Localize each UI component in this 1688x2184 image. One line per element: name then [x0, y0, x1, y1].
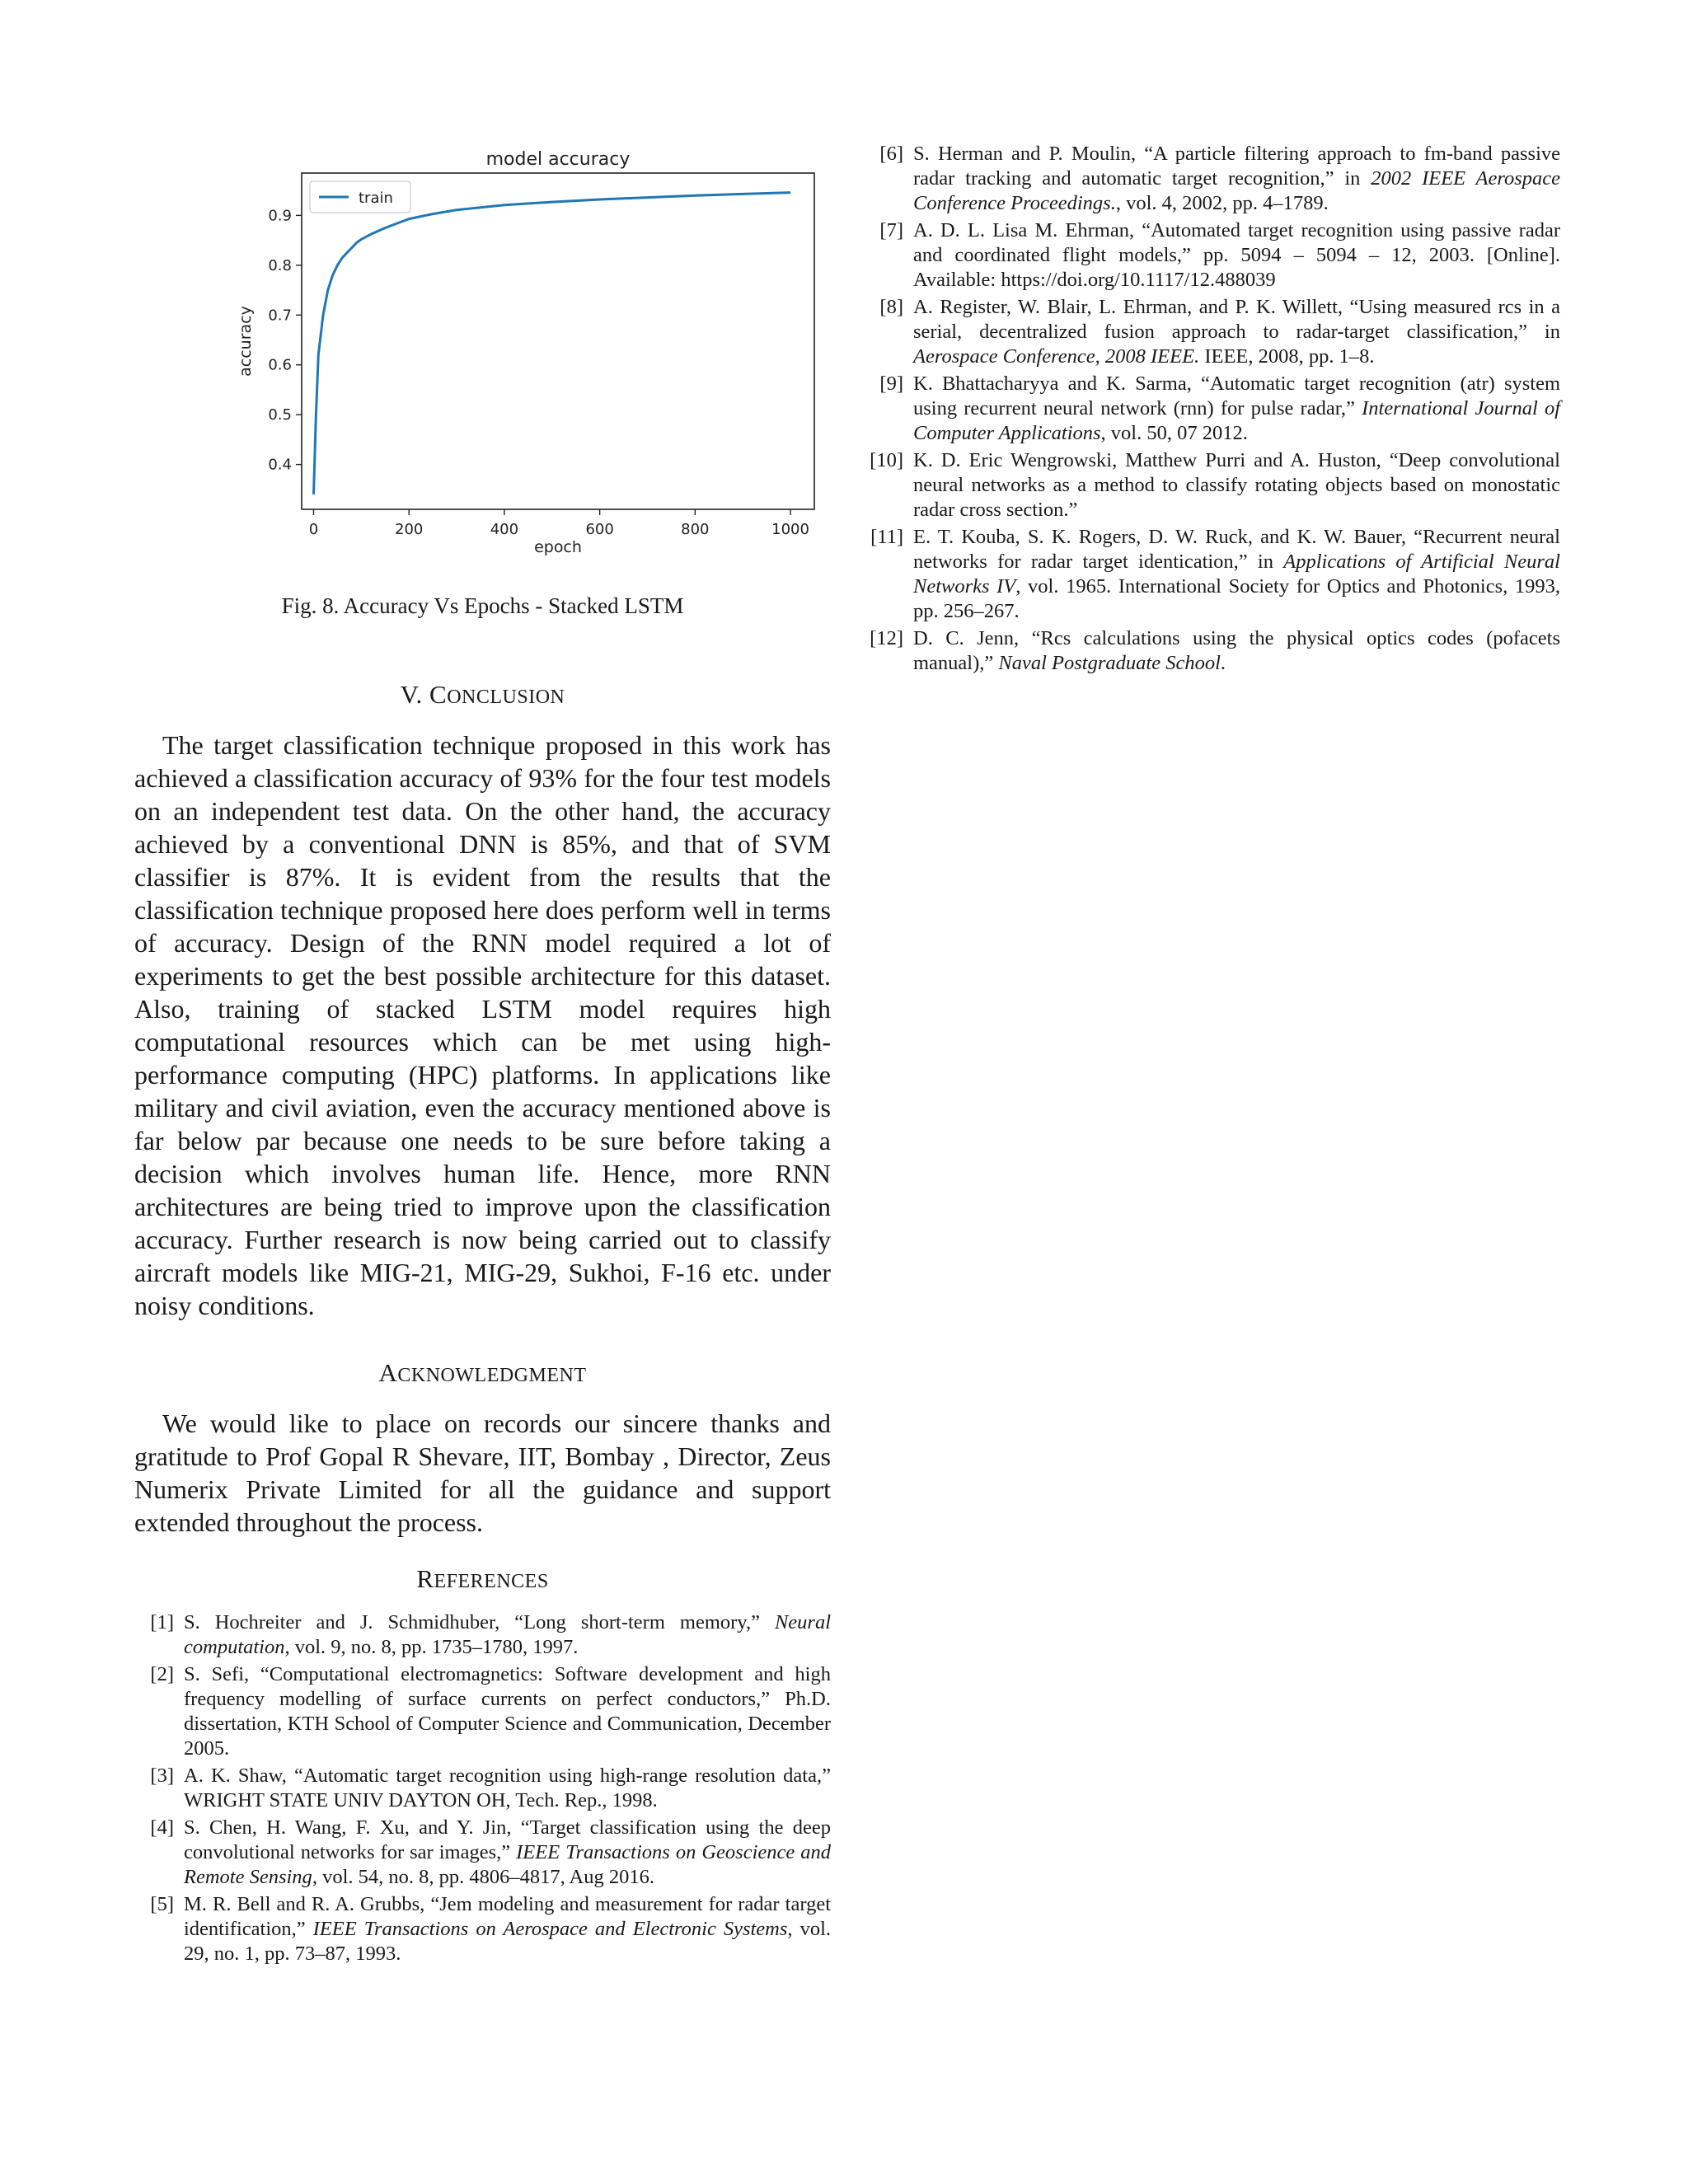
- reference-text: A. K. Shaw, “Automatic target recognition using high-range resolution data,” WRIGHT STATE UNIV DAYTON OH, Tech. Rep., 1998.: [184, 1765, 831, 1811]
- reference-number: [3]: [150, 1765, 174, 1787]
- reference-list-left: [134, 1610, 831, 1969]
- reference-number: [10]: [870, 449, 903, 471]
- reference-number: [5]: [150, 1893, 174, 1915]
- reference-item: [134, 1662, 831, 1761]
- acknowledgment-heading: [134, 1358, 831, 1388]
- reference-details: IEEE, 2008, pp. 1–8.: [1199, 345, 1375, 368]
- reference-item: [864, 448, 1560, 523]
- acknowledgment-paragraph: We would like to place on records our sincere thanks and gratitude to Prof Gopal R Shevare, IIT, Bombay , Director, Zeus Numerix Private Limited for all the guidance and support extended throughout the process.: [134, 1408, 831, 1537]
- reference-item: [864, 372, 1560, 446]
- x-tick-label: 0: [308, 521, 319, 538]
- reference-text: E. T. Kouba, S. K. Rogers, D. W. Ruck, and K. W. Bauer, “Recurrent neural networks for radar target identication,” in: [913, 526, 1560, 573]
- reference-item: [134, 1610, 831, 1660]
- reference-number: [6]: [879, 143, 903, 165]
- reference-item: [864, 218, 1560, 293]
- reference-number: [1]: [150, 1611, 174, 1633]
- references-heading-rest: EFERENCES: [434, 1571, 549, 1592]
- x-ticks: [309, 509, 809, 538]
- y-tick-label: 0.8: [268, 256, 292, 274]
- reference-details: , vol. 54, no. 8, pp. 4806–4817, Aug 2016.: [312, 1866, 654, 1888]
- reference-text: S. Hochreiter and J. Schmidhuber, “Long short-term memory,”: [184, 1611, 775, 1633]
- references-heading: [134, 1564, 831, 1594]
- reference-venue: International Journal of Computer Applications: [913, 397, 1560, 444]
- reference-text: A. Register, W. Blair, L. Ehrman, and P. K. Willett, “Using measured rcs in a serial, decentralized fusion approach to radar-target classification,” in: [913, 296, 1560, 343]
- reference-item: [864, 525, 1560, 624]
- x-axis-label: epoch: [534, 538, 582, 556]
- reference-item: [134, 1764, 831, 1813]
- conclusion-heading: [134, 680, 831, 710]
- reference-venue: IEEE Transactions on Geoscience and Remote Sensing: [184, 1841, 832, 1888]
- y-tick-label: 0.6: [268, 356, 292, 374]
- reference-text: K. D. Eric Wengrowski, Matthew Purri and A. Huston, “Deep convolutional neural networks as a method to classify rotating objects based on monostatic radar cross section.”: [913, 449, 1560, 521]
- reference-text: M. R. Bell and R. A. Grubbs, “Jem modeling and measurement for radar target identification,”: [184, 1893, 831, 1940]
- figure-8: [134, 132, 831, 626]
- reference-number: [8]: [879, 296, 903, 318]
- y-ticks: [268, 207, 302, 473]
- left-column: [134, 132, 832, 1965]
- y-tick-label: 0.4: [268, 456, 292, 474]
- acknowledgment-heading-first: A: [378, 1358, 398, 1387]
- x-tick-label: 1000: [771, 521, 809, 538]
- reference-venue: 2002 IEEE Aerospace Conference Proceedings.: [913, 167, 1560, 214]
- reference-number: [2]: [150, 1663, 174, 1685]
- conclusion-paragraph: The target classification technique proposed in this work has achieved a classification accuracy of 93% for the four test models on an independent test data. On the other hand, the accuracy achieved by a conventional DNN is 85%, and that of SVM classifier is 87%. It is evident from the results that the classification technique proposed here does perform well in terms of accuracy. Design of the RNN model required a lot of experiments to get the best possible architecture for this dataset. Also, training of stacked LSTM model requires high computational resources which can be met using high-performance computing (HPC) platforms. In applications like military and civil aviation, even the accuracy mentioned above is far below par because one needs to be sure before taking a decision which involves human life. Hence, more RNN architectures are being tried to improve upon the classification accuracy. Further research is now being carried out to classify aircraft models like MIG-21, MIG-29, Sukhoi, F-16 etc. under noisy conditions.: [134, 730, 831, 1320]
- reference-details: .: [1220, 652, 1226, 674]
- conclusion-heading-first: C: [429, 680, 448, 709]
- reference-details: , vol. 9, no. 8, pp. 1735–1780, 1997.: [284, 1636, 579, 1658]
- legend-label-train: train: [359, 190, 393, 207]
- figure-caption: Fig. 8. Accuracy Vs Epochs - Stacked LSTM: [281, 593, 684, 618]
- plot-frame: [302, 173, 814, 509]
- x-tick-label: 200: [395, 521, 424, 538]
- reference-text: A. D. L. Lisa M. Ehrman, “Automated target recognition using passive radar and coordinated flight models,” pp. 5094 – 5094 – 12, 2003. [Online]. Available: https://doi.org/10.1117/12.488039: [913, 219, 1560, 291]
- y-tick-label: 0.7: [268, 307, 292, 325]
- x-tick-label: 600: [585, 521, 614, 538]
- x-tick-label: 800: [681, 521, 710, 538]
- reference-venue: Naval Postgraduate School: [998, 652, 1221, 674]
- reference-venue: Neural computation: [184, 1611, 831, 1658]
- references-heading-first: R: [416, 1564, 434, 1593]
- y-tick-label: 0.5: [268, 406, 292, 424]
- reference-number: [12]: [870, 627, 903, 649]
- reference-details: , vol. 29, no. 1, pp. 73–87, 1993.: [184, 1918, 831, 1965]
- reference-item: [134, 1816, 831, 1890]
- reference-number: [7]: [879, 219, 903, 241]
- x-tick-label: 400: [490, 521, 519, 538]
- reference-item: [134, 1892, 831, 1966]
- reference-text: K. Bhattacharyya and K. Sarma, “Automatic target recognition (atr) system using recurrent neural network (rnn) for pulse radar,”: [913, 373, 1560, 419]
- reference-list-right: [864, 142, 1560, 678]
- reference-number: [9]: [879, 373, 903, 395]
- reference-venue: IEEE Transactions on Aerospace and Electronic Systems: [312, 1918, 788, 1940]
- reference-text: S. Chen, H. Wang, F. Xu, and Y. Jin, “Target classification using the deep convolutional networks for sar images,”: [184, 1816, 831, 1863]
- acknowledgment-heading-rest: CKNOWLEDGMENT: [397, 1365, 587, 1386]
- reference-venue: Applications of Artificial Neural Networks IV: [913, 551, 1560, 598]
- conclusion-heading-rest: ONCLUSION: [447, 687, 565, 708]
- accuracy-chart: [184, 132, 809, 569]
- reference-number: [11]: [870, 526, 903, 548]
- reference-text: S. Herman and P. Moulin, “A particle filtering approach to fm-band passive radar tracking and automatic target recognition,” in: [913, 143, 1560, 190]
- reference-text: S. Sefi, “Computational electromagnetics: Software development and high frequency modelling of surface currents on perfect conductors,” Ph.D. dissertation, KTH School of Computer Science and Communication, December 2005.: [184, 1663, 831, 1760]
- reference-item: [864, 626, 1560, 676]
- chart-title: model accuracy: [485, 149, 631, 170]
- reference-details: , vol. 1965. International Society for Optics and Photonics, 1993, pp. 256–267.: [913, 575, 1560, 622]
- reference-details: , vol. 4, 2002, pp. 4–1789.: [1115, 192, 1329, 214]
- reference-number: [4]: [150, 1816, 174, 1839]
- series-group: [314, 193, 791, 494]
- reference-text: D. C. Jenn, “Rcs calculations using the physical optics codes (pofacets manual),”: [913, 627, 1560, 674]
- reference-details: , vol. 50, 07 2012.: [1100, 422, 1248, 444]
- y-axis-label: accuracy: [237, 306, 255, 377]
- y-tick-label: 0.9: [268, 207, 292, 225]
- reference-item: [864, 295, 1560, 369]
- reference-venue: Aerospace Conference, 2008 IEEE.: [913, 345, 1200, 368]
- legend: [310, 181, 410, 213]
- series-line-train: [314, 193, 791, 494]
- reference-item: [864, 142, 1560, 216]
- conclusion-heading-num: V.: [400, 680, 430, 709]
